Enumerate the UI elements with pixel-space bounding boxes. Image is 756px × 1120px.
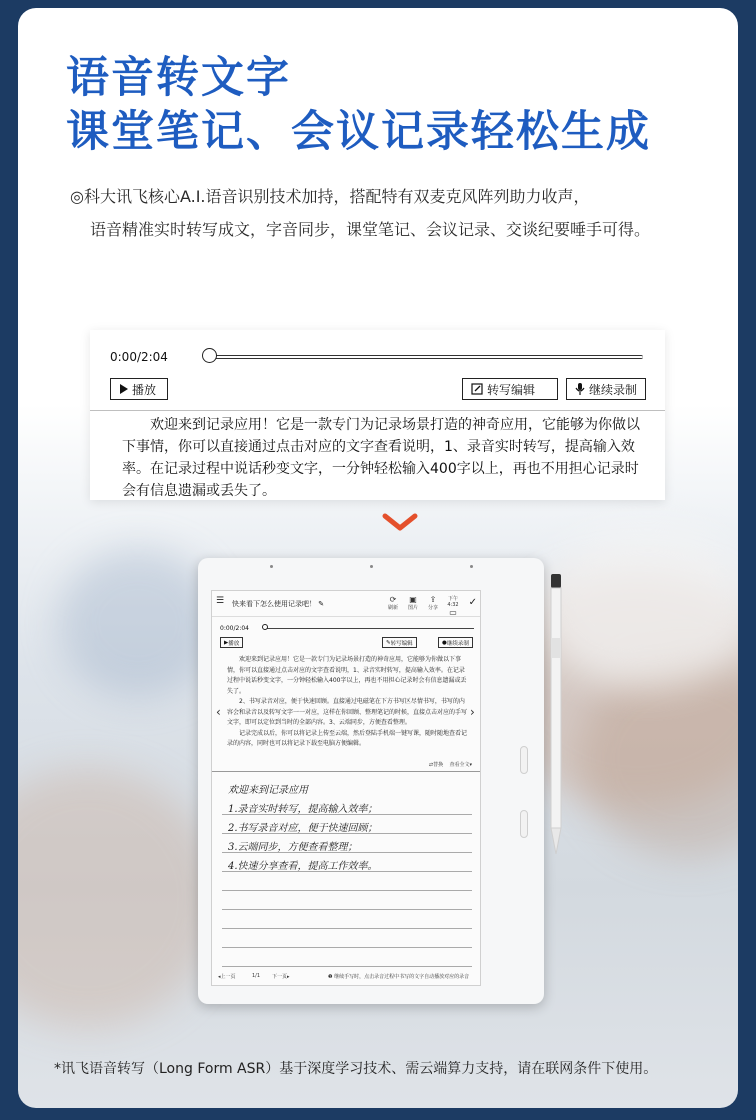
device-edit-label: 转写编辑 [390,640,413,647]
device-record-label: 继续录制 [446,640,469,647]
device-playback-track[interactable] [266,628,474,630]
feature-description [70,180,710,246]
handwriting-line: 1.录音实时转写，提高输入效率； [228,804,378,815]
continue-record-label: 继续录制 [589,382,638,397]
battery-icon: ▭ [449,608,457,617]
ruled-line [222,948,472,967]
device-playback-time: 0:00/2:04 [220,625,249,632]
handwriting-line: 4.快速分享查看，提高工作效率。 [228,861,378,872]
pencil-icon: ✎ [318,600,325,608]
image-label: 图片 [407,605,418,611]
player-panel [90,330,665,500]
device-top-bar [212,591,481,617]
view-all-link[interactable]: 查看全文▾ [449,762,472,768]
device-transcript-p1: 欢迎来到记录应用！它是一款专门为记录场景打造的神奇应用，它能够为你做以下事情，你可以直接通过点击对应的文字查看说明，1、录音实时转写，提高输入效率。在记录过程中说话秒变文字，一分钟轻松输入400字以上，再也不用担心记录时会有信息遗漏或丢失了。 [227,656,467,695]
transcribe-edit-label: 转写编辑 [487,382,536,397]
handwriting-line: 2.书写录音对应，便于快速回顾； [228,823,378,834]
transcript-footer [429,761,472,768]
handwritten-notes[interactable] [228,781,378,876]
handwriting-line: 欢迎来到记录应用 [228,785,308,796]
share-tool[interactable] [426,595,440,617]
transcribe-edit-button[interactable] [462,378,558,400]
menu-icon[interactable]: ☰ [216,596,225,606]
writing-hint-text: 继续手写时，点击录音过程中书写的文字自动播放对应的录音 [334,974,470,980]
replace-link[interactable]: ⇄替换 [428,762,444,768]
headline-line-1: 语音转文字 [66,53,291,103]
device-divider [212,771,481,772]
device-playback-knob[interactable] [262,624,268,630]
headline [66,52,651,158]
handwriting-line: 3.云端同步，方便查看整理； [228,842,358,853]
page-up-key[interactable] [520,746,528,774]
playback-track[interactable] [210,355,643,359]
refresh-tool[interactable] [386,595,400,617]
chevron-left-icon[interactable]: ‹ [216,705,221,719]
device-edit-button[interactable]: ✎ 转写编辑 [382,637,417,648]
refresh-icon: ⟳ [389,595,397,604]
edit-icon [471,383,483,395]
device-sensor-right [470,565,473,568]
image-tool[interactable] [406,595,420,617]
share-icon: ⇪ [429,595,437,604]
device-play-label: 播放 [228,640,240,647]
panel-divider [90,410,665,411]
next-page-label: 下一页 [272,974,288,980]
device-sensor-center [370,565,373,568]
play-icon [119,384,128,394]
device-clock: 下午 4:32 [447,596,459,608]
stylus-pen-icon [550,574,562,854]
note-title-text: 快来看下怎么使用记录吧！ [232,600,316,608]
device-record-button[interactable]: ● 继续录制 [438,637,473,648]
description-line-2: 语音精准实时转写成文，字音同步，课堂笔记、会议记录、交谈纪要唾手可得。 [90,220,651,239]
device-transcript-p3: 记录完成以后，你可以将记录上传至云端，然后登陆手机端一键写课，随时随地查看记录的内容，同时也可以将记录下载至电脑方便编辑。 [227,729,468,747]
chevron-right-icon[interactable]: › [470,705,475,719]
background-photo-sleeve [58,548,218,698]
device-sensor-left [270,565,273,568]
background-photo-arm [18,768,218,1028]
transcript-text[interactable]: 欢迎来到记录应用！它是一款专门为记录场景打造的神奇应用，它能够为你做以下事情，你可以直接通过点击对应的文字查看说明，1、录音实时转写，提高输入效率。在记录过程中说话秒变文字，一分钟轻松输入400字以上，再也不用担心记录时会有信息遗漏或丢失了。 [122,417,640,499]
prev-page-button[interactable]: ◂上一页 [218,974,236,980]
check-icon[interactable]: ✓ [468,597,477,608]
device-play-button[interactable]: ▶ 播放 [220,637,243,648]
page-down-key[interactable] [520,810,528,838]
description-line-1: ◎科大讯飞核心A.I.语音识别技术加持，搭配特有双麦克风阵列助力收声， [70,187,590,206]
device-transcript-p2: 2、书写录音对应，便于快速回顾。直接通过电磁笔在下方书写区尽情书写，书写的内容会和录音以及转写文字一一对应，这样在你回顾、整理笔记的时候，直接点击对应的手写文字，即可以定位到当时的全部内容。3、云端同步，方便查看整理。 [227,698,468,726]
writing-hint: ❶ 继续手写时，点击录音过程中书写的文字自动播放对应的录音 [328,974,470,980]
device-toolbar [386,595,460,617]
ruled-line [222,891,472,910]
chevron-down-icon [382,513,418,533]
view-all-label: 查看全文 [449,762,470,768]
replace-label: 替换 [433,762,444,768]
share-label: 分享 [427,605,438,611]
device-transcript[interactable] [227,655,467,750]
e-ink-device [198,558,544,1004]
image-icon: ▣ [409,595,417,604]
play-button[interactable] [110,378,168,400]
footnote: *讯飞语音转写（Long Form ASR）基于深度学习技术、需云端算力支持，请在联网条件下使用。 [54,1061,658,1077]
continue-record-button[interactable] [566,378,646,400]
play-button-label: 播放 [132,382,157,397]
prev-page-label: 上一页 [220,974,236,980]
refresh-label: 刷新 [387,605,398,611]
device-note-title[interactable] [232,599,324,609]
page-indicator: 1/1 [252,973,261,979]
device-screen [211,590,481,986]
ruled-line [222,910,472,929]
ruled-line [222,929,472,948]
microphone-icon [575,383,585,395]
headline-line-2: 课堂笔记、会议记录轻松生成 [66,107,651,157]
next-page-button[interactable]: 下一页▸ [272,974,290,980]
status-area [446,595,460,617]
promo-card [18,8,738,1108]
playback-knob[interactable] [202,348,217,363]
playback-time: 0:00/2:04 [110,350,168,364]
